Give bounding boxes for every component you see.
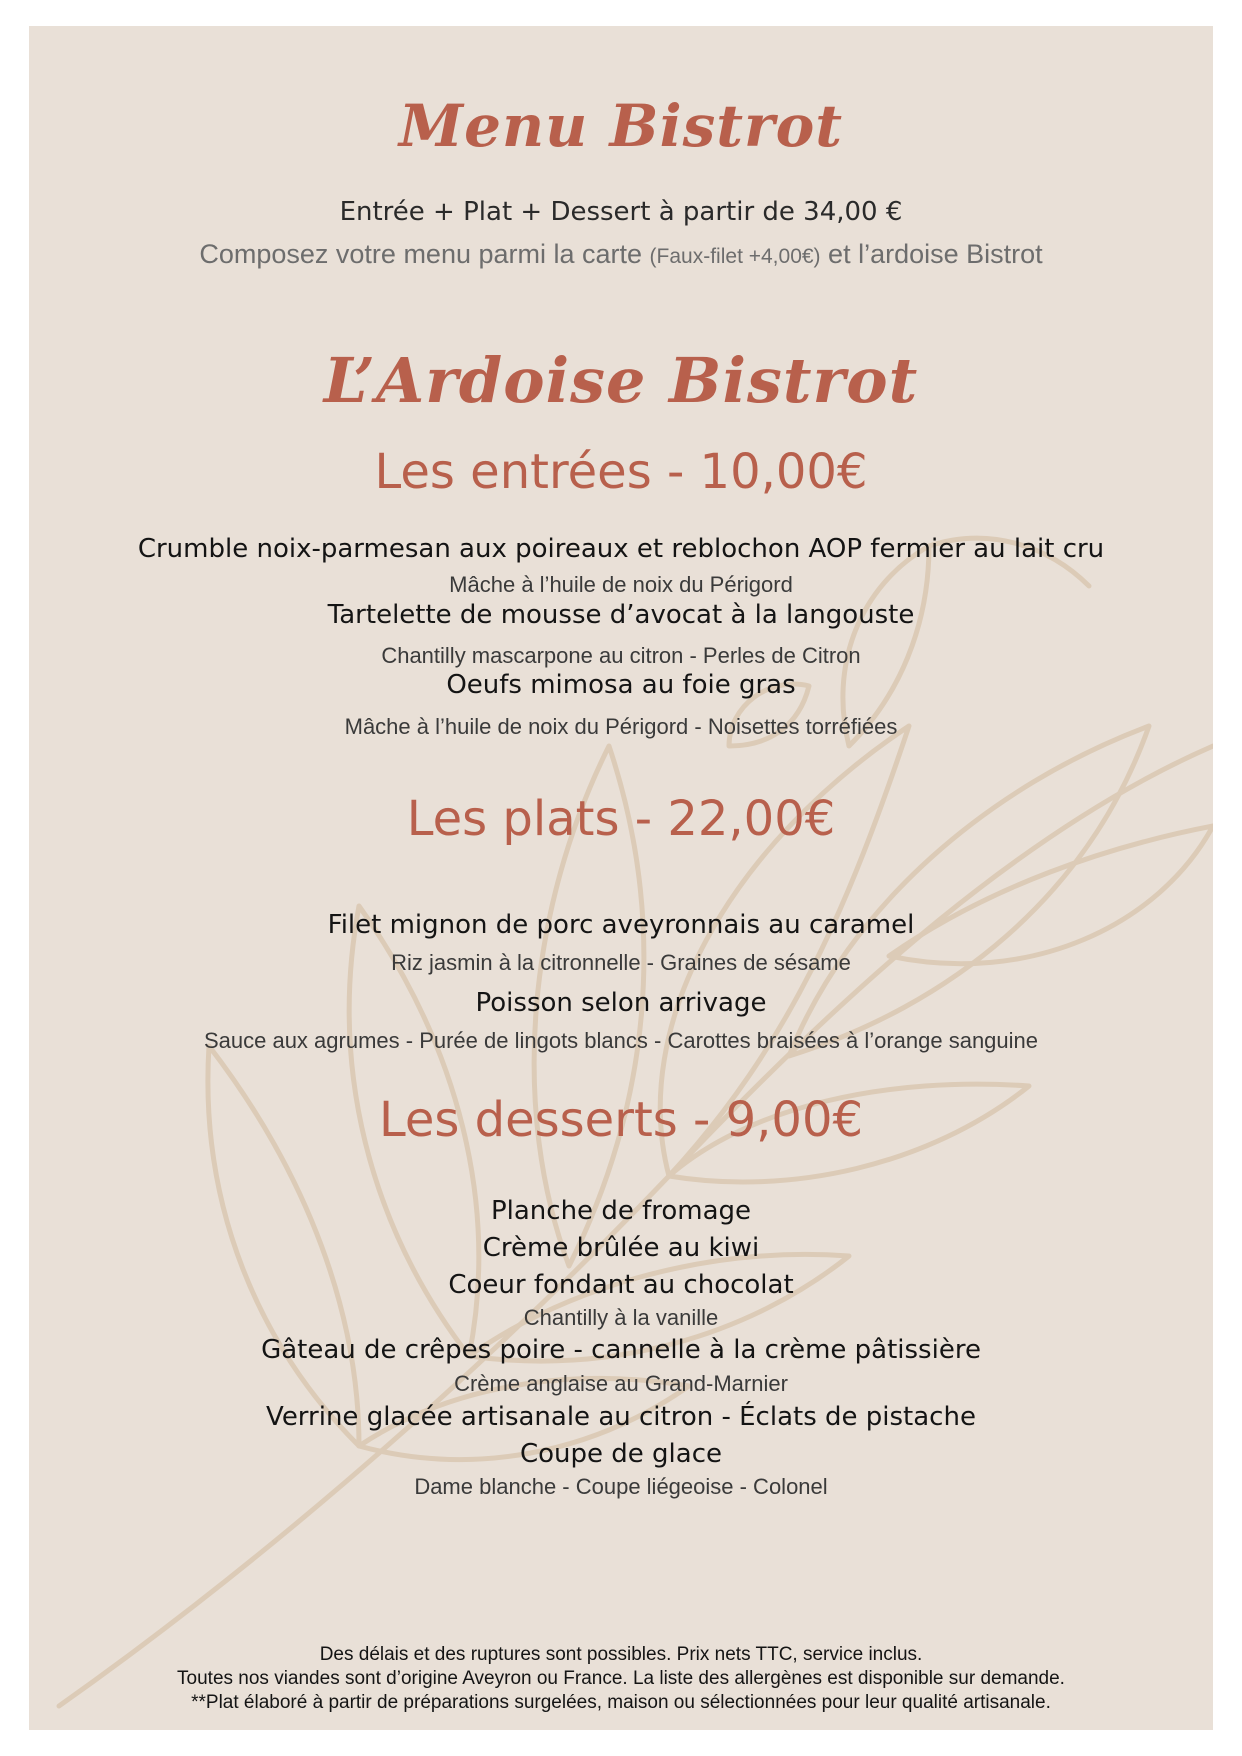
dish-description: Sauce aux agrumes - Purée de lingots blancs - Carottes braisées à l’orange sanguine [203,1028,1039,1053]
footer-line: Toutes nos viandes sont d’origine Aveyron ou France. La liste des allergènes est disponible sur demande. [177,1668,1065,1689]
dish-name: Crème brûlée au kiwi [482,1233,760,1263]
section-title-plats: Les plats - 22,00€ [406,791,836,847]
dish-name: Planche de fromage [490,1196,752,1226]
compose-text-end: et l’ardoise Bistrot [820,239,1043,269]
dish-name: Poisson selon arrivage [475,988,767,1018]
footer-line: Des délais et des ruptures sont possibles. Prix nets TTC, service inclus. [319,1644,923,1665]
dish-name: Coupe de glace [519,1439,723,1469]
dish-description: Chantilly à la vanille [523,1305,719,1330]
section-title-entrees: Les entrées - 10,00€ [374,444,868,500]
dish-name: Filet mignon de porc aveyronnais au caramel [327,910,915,940]
dish-description: Riz jasmin à la citronnelle - Graines de sésame [391,950,851,975]
dish-name: Gâteau de crêpes poire - cannelle à la crème pâtissière [261,1335,981,1365]
dish-description: Mâche à l’huile de noix du Périgord - Noisettes torréfiées [344,714,898,739]
compose-text: Composez votre menu parmi la carte [199,239,650,269]
dish-name: Tartelette de mousse d’avocat à la langouste [327,600,915,630]
menu-page [29,26,1213,1730]
dish-name: Crumble noix-parmesan aux poireaux et reblochon AOP fermier au lait cru [137,534,1105,564]
dish-name: Oeufs mimosa au foie gras [446,670,796,700]
section-title-desserts: Les desserts - 9,00€ [378,1092,864,1148]
footer-line: **Plat élaboré à partir de préparations surgelées, maison ou sélectionnées pour leur qualité artisanale. [191,1692,1051,1713]
dish-name: Coeur fondant au chocolat [448,1270,794,1300]
dish-name: Verrine glacée artisanale au citron - Éclats de pistache [266,1402,976,1432]
compose-note: (Faux-filet +4,00€) [649,245,821,268]
dish-description: Chantilly mascarpone au citron - Perles de Citron [381,643,861,668]
menu-compose-line [29,239,1213,270]
menu-title: Menu Bistrot [398,92,844,160]
dish-description: Crème anglaise au Grand-Marnier [454,1371,788,1396]
ardoise-title: L’Ardoise Bistrot [323,344,919,417]
dish-description: Mâche à l’huile de noix du Périgord [449,572,793,597]
dish-description: Dame blanche - Coupe liégeoise - Colonel [414,1474,828,1499]
menu-formula: Entrée + Plat + Dessert à partir de 34,00 € [339,197,903,227]
